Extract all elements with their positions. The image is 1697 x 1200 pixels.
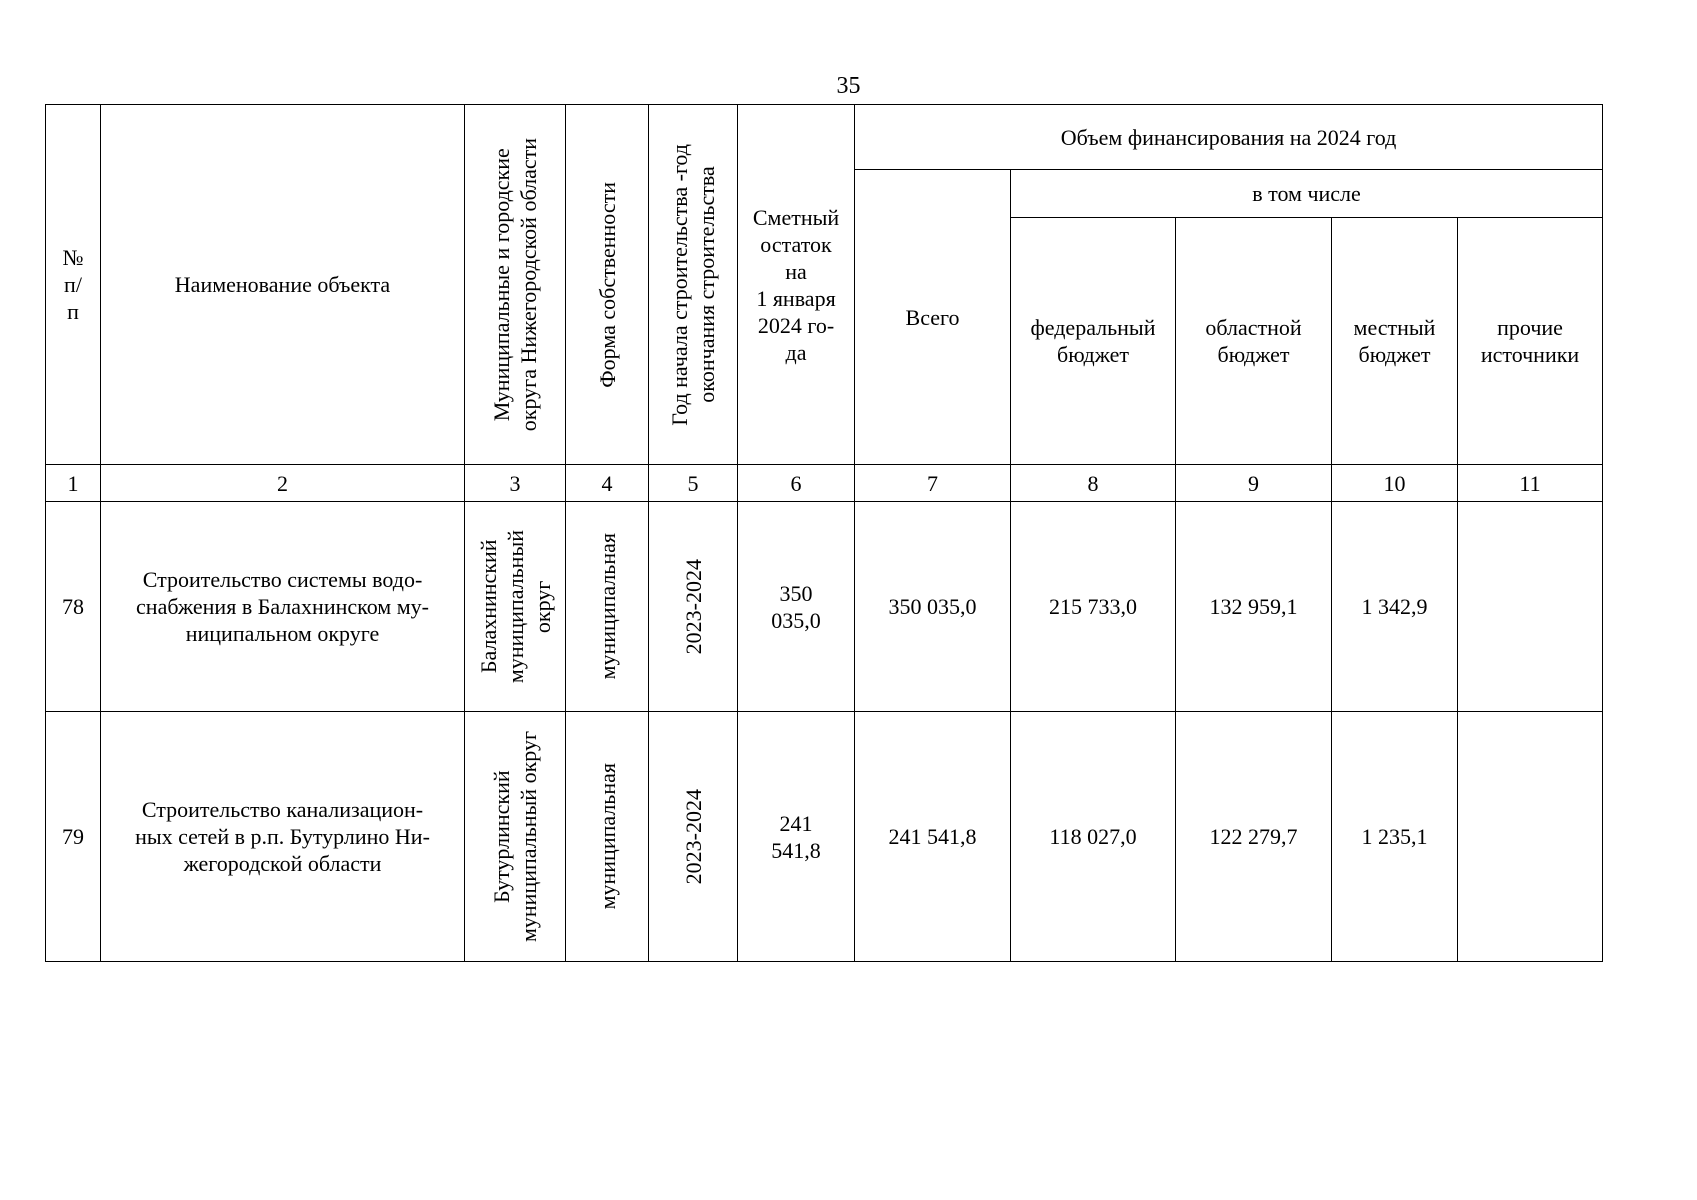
header-funding-group-text: Объем финансирования на 2024 год <box>1060 124 1397 150</box>
column-number: 4 <box>566 465 649 502</box>
ownership-cell <box>566 502 649 712</box>
ownership-form: муниципальная <box>594 533 620 680</box>
federal-budget: 118 027,0 <box>1011 712 1176 962</box>
total-funding: 350 035,0 <box>855 502 1011 712</box>
column-number: 11 <box>1458 465 1603 502</box>
column-numbers-row <box>46 465 1603 502</box>
estimate-balance: 241 541,8 <box>771 810 821 863</box>
header-ownership-text: Форма собственности <box>594 181 620 388</box>
object-name: Строительство канализацион- ных сетей в р.п. Бутурлино Ни- жегородской области <box>135 797 430 876</box>
column-number: 1 <box>46 465 101 502</box>
header-name-text: Наименование объекта <box>174 272 391 297</box>
header-ownership <box>566 105 649 465</box>
header-estimate-text: Сметный остаток на 1 января 2024 го- да <box>752 204 840 365</box>
column-number: 8 <box>1011 465 1176 502</box>
header-num <box>46 105 101 465</box>
row-number: 79 <box>46 712 101 962</box>
regional-budget: 132 959,1 <box>1176 502 1332 712</box>
header-federal <box>1011 218 1176 465</box>
estimate-cell <box>738 712 855 962</box>
page-number: 35 <box>836 73 861 99</box>
local-budget: 1 235,1 <box>1332 712 1458 962</box>
header-local-text: местный бюджет <box>1353 315 1436 367</box>
construction-years: 2023-2024 <box>680 788 706 885</box>
ownership-cell <box>566 712 649 962</box>
column-number: 6 <box>738 465 855 502</box>
district-name: Бутурлинский муниципальный округ <box>489 730 541 942</box>
header-regional <box>1176 218 1332 465</box>
header-federal-text: федеральный бюджет <box>1030 315 1156 367</box>
regional-budget: 122 279,7 <box>1176 712 1332 962</box>
other-sources <box>1458 712 1603 962</box>
federal-budget: 215 733,0 <box>1011 502 1176 712</box>
header-funding-group <box>855 105 1603 170</box>
district-name: Балахнинский муниципальный округ <box>475 529 555 684</box>
table-row <box>46 502 1603 712</box>
header-estimate <box>738 105 855 465</box>
column-number: 5 <box>649 465 738 502</box>
column-number: 10 <box>1332 465 1458 502</box>
header-num-text: № п/ п <box>62 245 84 324</box>
header-including-group-text: в том числе <box>1252 181 1361 206</box>
years-cell <box>649 502 738 712</box>
other-sources <box>1458 502 1603 712</box>
district-cell <box>465 712 566 962</box>
years-cell <box>649 712 738 962</box>
row-number: 78 <box>46 502 101 712</box>
column-number: 9 <box>1176 465 1332 502</box>
district-cell <box>465 502 566 712</box>
header-years-text: Год начала строительства -год окончания строительства <box>667 143 719 426</box>
header-other <box>1458 218 1603 465</box>
table-row <box>46 712 1603 962</box>
object-name: Строительство системы водо- снабжения в Балахнинском му- ниципальном округе <box>136 567 429 646</box>
column-number: 7 <box>855 465 1011 502</box>
local-budget: 1 342,9 <box>1332 502 1458 712</box>
construction-years: 2023-2024 <box>680 558 706 655</box>
column-number: 2 <box>101 465 465 502</box>
financing-table <box>45 104 1603 962</box>
header-district-text: Муниципальные и городские округа Нижегородской области <box>489 137 541 432</box>
estimate-cell <box>738 502 855 712</box>
header-years <box>649 105 738 465</box>
header-local <box>1332 218 1458 465</box>
header-district <box>465 105 566 465</box>
header-total <box>855 170 1011 465</box>
header-total-text: Всего <box>905 304 960 330</box>
header-including-group <box>1011 170 1603 218</box>
estimate-balance: 350 035,0 <box>771 580 821 633</box>
header-other-text: прочие источники <box>1480 315 1580 367</box>
header-regional-text: областной бюджет <box>1205 315 1302 367</box>
column-number: 3 <box>465 465 566 502</box>
ownership-form: муниципальная <box>594 763 620 910</box>
object-name-cell <box>101 712 465 962</box>
header-name <box>101 105 465 465</box>
total-funding: 241 541,8 <box>855 712 1011 962</box>
object-name-cell <box>101 502 465 712</box>
